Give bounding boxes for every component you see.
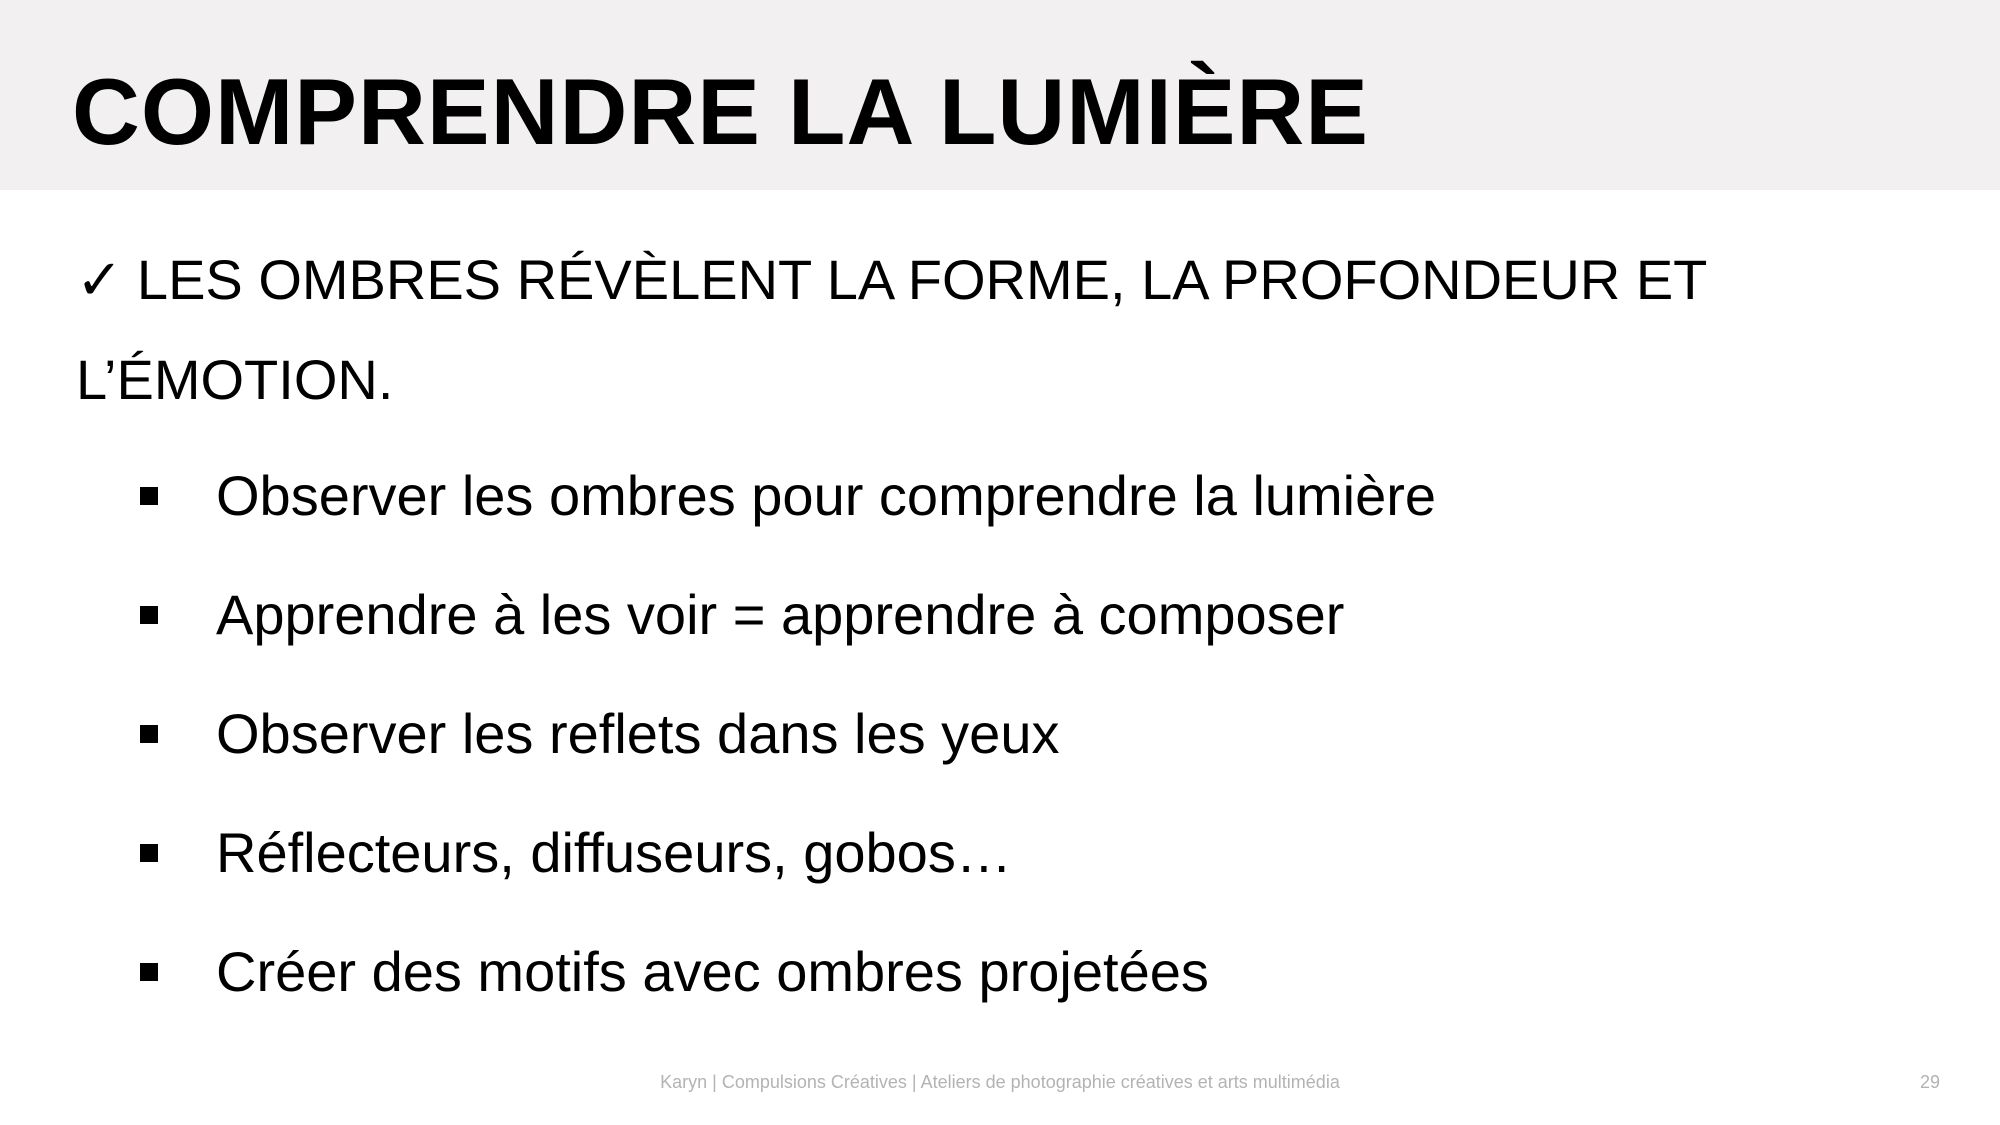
- footer-text: Karyn | Compulsions Créatives | Ateliers de photographie créatives et arts multimédia: [660, 1072, 1340, 1092]
- bullet-list: [140, 436, 1436, 1031]
- square-bullet-icon: [140, 963, 158, 981]
- list-item: [140, 436, 1436, 555]
- list-item-text: Apprendre à les voir = apprendre à composer: [216, 582, 1345, 646]
- list-item-text: Créer des motifs avec ombres projetées: [216, 939, 1209, 1003]
- list-item-text: Observer les reflets dans les yeux: [216, 701, 1060, 765]
- list-item: [140, 912, 1436, 1031]
- lead-text: LES OMBRES RÉVÈLENT LA FORME, LA PROFONDEUR ET L’ÉMOTION.: [76, 248, 1707, 411]
- square-bullet-icon: [140, 487, 158, 505]
- list-item: [140, 793, 1436, 912]
- list-item-text: Réflecteurs, diffuseurs, gobos…: [216, 820, 1012, 884]
- list-item: [140, 555, 1436, 674]
- list-item: [140, 674, 1436, 793]
- square-bullet-icon: [140, 725, 158, 743]
- square-bullet-icon: [140, 844, 158, 862]
- slide-title: COMPRENDRE LA LUMIÈRE: [72, 59, 1369, 164]
- square-bullet-icon: [140, 606, 158, 624]
- list-item-text: Observer les ombres pour comprendre la lumière: [216, 463, 1437, 527]
- page-number: 29: [1919, 1072, 1940, 1092]
- lead-statement: [76, 230, 1856, 430]
- checkmark-icon: ✓: [76, 248, 123, 311]
